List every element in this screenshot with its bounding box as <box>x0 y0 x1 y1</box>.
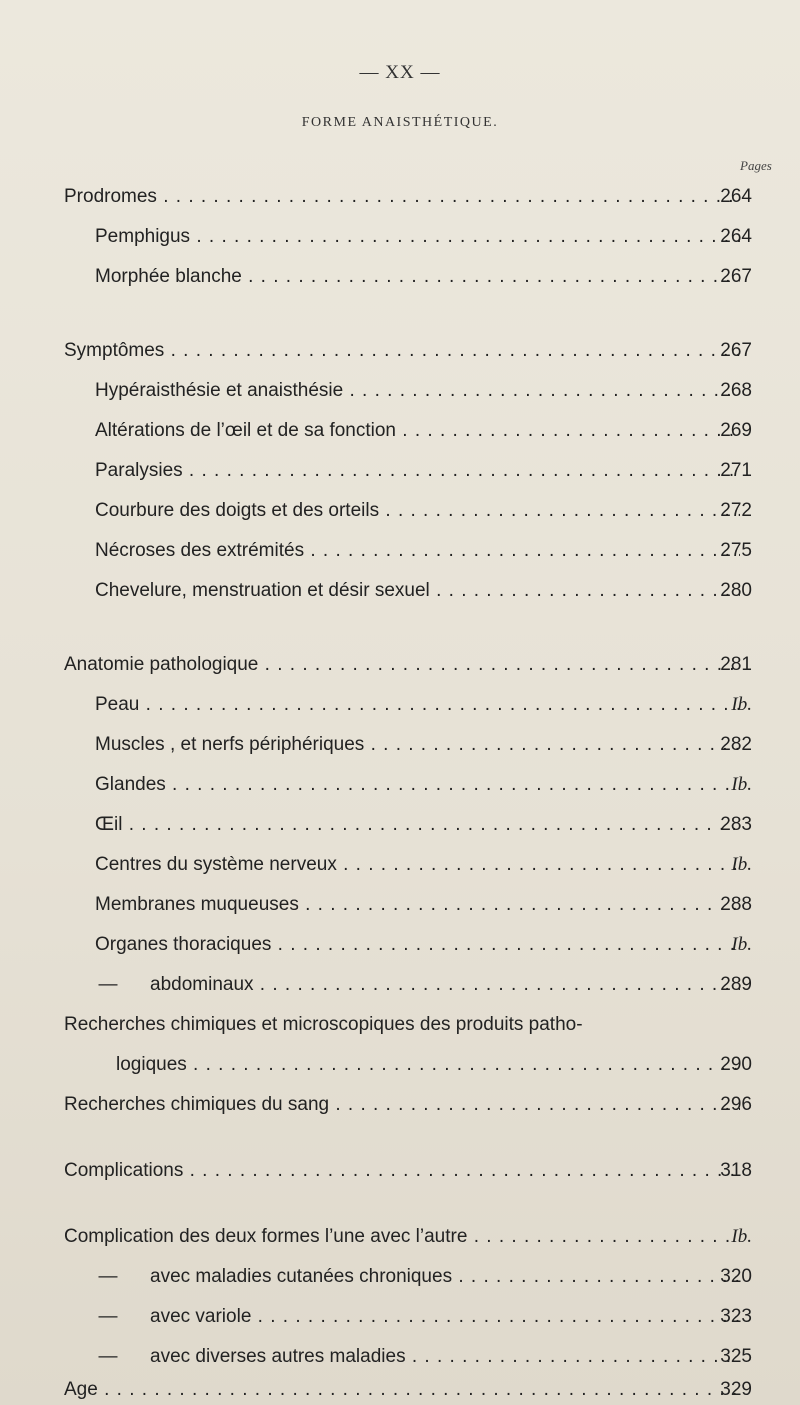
section-title: FORME ANAISTHÉTIQUE. <box>301 115 499 130</box>
pages-column-header: Pages <box>740 158 772 173</box>
toc-entry-label: Age . . . <box>64 1375 740 1405</box>
toc-entry-label: Peau . . . <box>95 690 740 720</box>
toc-entry-page: 282 <box>720 734 752 755</box>
toc-entry-page: 264 <box>720 226 752 247</box>
toc-entry-continuation <box>0 1050 800 1080</box>
toc-entry <box>0 730 800 760</box>
toc-entry-label: Glandes . . . <box>95 770 740 800</box>
toc-entry-page: 268 <box>720 380 752 401</box>
toc-entry <box>0 690 800 720</box>
toc-entry <box>0 1156 800 1186</box>
toc-entry-page: Ib. <box>731 934 752 955</box>
toc-entry-page: 264 <box>720 186 752 207</box>
toc-entry <box>0 810 800 840</box>
toc-entry-label: Muscles , et nerfs périphériques . . . <box>95 730 740 760</box>
toc-entry-label: Membranes muqueuses . . . <box>95 890 740 920</box>
toc-entry-label: Pemphigus . . . <box>95 222 740 252</box>
toc-entry-label: Recherches chimiques et microscopiques des produits patho- <box>64 1014 583 1035</box>
toc-entry <box>0 496 800 526</box>
toc-entry-page: 267 <box>720 266 752 287</box>
toc-entry <box>0 850 800 880</box>
toc-entry-label: avec maladies cutanées chroniques . . . <box>150 1262 740 1292</box>
toc-entry <box>0 536 800 566</box>
toc-entry <box>0 930 800 960</box>
toc-entry-page: 318 <box>720 1160 752 1181</box>
toc-entry-page: 267 <box>720 340 752 361</box>
toc-entry-label: Nécroses des extrémités . . . <box>95 536 740 566</box>
toc-entry <box>0 416 800 446</box>
toc-entry-label: Œil . . . <box>95 810 740 840</box>
toc-entry-page: 290 <box>720 1054 752 1075</box>
ditto-dash: — <box>98 1266 118 1287</box>
toc-entry-page: 275 <box>720 540 752 561</box>
toc-entry <box>0 770 800 800</box>
ditto-dash: — <box>98 1306 118 1327</box>
toc-entry-label: Altérations de l’œil et de sa fonction . . . <box>95 416 740 446</box>
toc-entry-page: 280 <box>720 580 752 601</box>
toc-entry-label: Hypéraisthésie et anaisthésie . . . <box>95 376 740 406</box>
toc-entry-page: Ib. <box>731 694 752 715</box>
toc-entry <box>0 1302 800 1332</box>
toc-entry <box>0 890 800 920</box>
toc-entry-page: 289 <box>720 974 752 995</box>
toc-entry-label: avec variole . . . <box>150 1302 740 1332</box>
toc-entry <box>0 376 800 406</box>
toc-entry-page: 320 <box>720 1266 752 1287</box>
toc-entry-label: Morphée blanche . . . <box>95 262 740 292</box>
toc-entry-label: Symptômes . . . <box>64 336 740 366</box>
toc-entry-label: Organes thoraciques . . . <box>95 930 740 960</box>
toc-entry-page: 325 <box>720 1346 752 1367</box>
toc-entry-page: 323 <box>720 1306 752 1327</box>
toc-entry <box>0 650 800 680</box>
toc-entry <box>0 1010 800 1040</box>
ditto-dash: — <box>98 1346 118 1367</box>
toc-entry-page: 288 <box>720 894 752 915</box>
toc-entry-label: Centres du système nerveux . . . <box>95 850 740 880</box>
toc-entry-label: abdominaux . . . <box>150 970 740 1000</box>
toc-entry <box>0 1262 800 1292</box>
toc-entry-label: Paralysies . . . <box>95 456 740 486</box>
toc-entry <box>0 1222 800 1252</box>
toc-entry-label-continuation: logiques . . . <box>116 1050 740 1080</box>
toc-entry <box>0 182 800 212</box>
toc-entry <box>0 222 800 252</box>
toc-entry-page: 329 <box>720 1379 752 1400</box>
toc-entry-page: 272 <box>720 500 752 521</box>
toc-entry <box>0 456 800 486</box>
ditto-dash: — <box>98 974 118 995</box>
toc-entry <box>0 970 800 1000</box>
toc-entry <box>0 1342 800 1372</box>
toc-entry-page: 269 <box>720 420 752 441</box>
toc-entry-page: Ib. <box>731 1226 752 1247</box>
page-folio: — XX — <box>359 62 441 83</box>
toc-entry-label: Complication des deux formes l’une avec l’autre . . . <box>64 1222 740 1252</box>
toc-entry <box>0 1090 800 1120</box>
toc-entry-label: avec diverses autres maladies . . . <box>150 1342 740 1372</box>
toc-entry-label: Recherches chimiques du sang . . . <box>64 1090 740 1120</box>
toc-entry-page: 283 <box>720 814 752 835</box>
toc-entry-label: Complications . . . <box>64 1156 740 1186</box>
toc-entry <box>0 336 800 366</box>
toc-entry <box>0 262 800 292</box>
toc-entry-page: 271 <box>720 460 752 481</box>
toc-entry-label: Chevelure, menstruation et désir sexuel . . . <box>95 576 740 606</box>
toc-entry-label: Anatomie pathologique . . . <box>64 650 740 680</box>
toc-entry <box>0 1375 800 1405</box>
toc-entry-page: 281 <box>720 654 752 675</box>
toc-entry-label: Prodromes . . . <box>64 182 740 212</box>
toc-entry-page: 296 <box>720 1094 752 1115</box>
toc-entry-page: Ib. <box>731 854 752 875</box>
toc-entry-page: Ib. <box>731 774 752 795</box>
toc-entry-label: Courbure des doigts et des orteils . . . <box>95 496 740 526</box>
toc-entry <box>0 576 800 606</box>
